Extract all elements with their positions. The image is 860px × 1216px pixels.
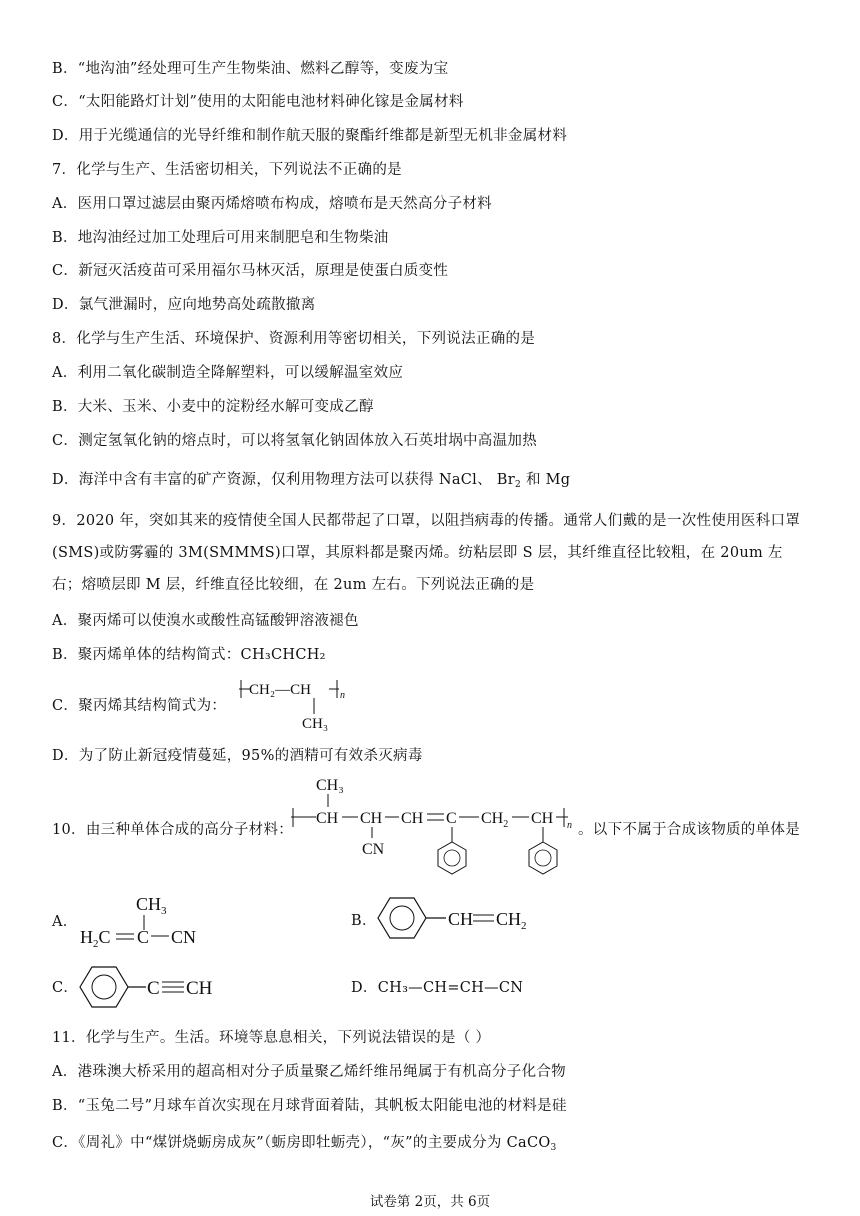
q10-option-c-label: C． xyxy=(52,980,79,996)
q10-option-b-label: B． xyxy=(351,913,377,929)
poly-ch-1: CH xyxy=(316,810,339,827)
q11-option-b: B．“玉兔二号”月球车首次实现在月球背面着陆，其帆板太阳能电池的材料是硅 xyxy=(52,1098,567,1114)
q11-option-c-subscript: 3 xyxy=(550,1143,557,1153)
option-a-cn: CN xyxy=(171,927,197,947)
pp-chain-text: CH₂—CH xyxy=(249,682,311,698)
q10-option-b-structure xyxy=(378,893,548,943)
poly-ch2b-ch: CH xyxy=(481,810,504,827)
q9-option-a: A．聚丙烯可以使溴水或酸性高锰酸钾溶液褪色 xyxy=(52,613,359,629)
poly-ch-4: CH xyxy=(531,810,554,827)
q7-option-a: A．医用口罩过滤层由聚丙烯熔喷布构成，熔喷布是天然高分子材料 xyxy=(52,196,492,212)
option-a-c: C xyxy=(137,927,150,947)
poly-n: n xyxy=(567,820,572,831)
pp-n: n xyxy=(340,690,345,701)
poly-ch-3: CH xyxy=(401,810,424,827)
option-b-ch2-sub: 2 xyxy=(521,920,527,932)
poly-c: C xyxy=(446,810,457,827)
q10-stem-pre: 10．由三种单体合成的高分子材料： xyxy=(52,822,294,838)
page-footer: 试卷第 2页，共 6页 xyxy=(369,1194,491,1210)
option-a-h2c-c: C xyxy=(98,927,111,947)
poly-ch2b xyxy=(481,810,508,830)
q8-option-d-text: D．海洋中含有丰富的矿产资源，仅利用物理方法可以获得 NaCl、 Br xyxy=(52,472,515,488)
q6-option-c: C．“太阳能路灯计划”使用的太阳能电池材料砷化镓是金属材料 xyxy=(52,94,464,110)
q8-option-d-subscript: 2 xyxy=(515,480,522,490)
q7-option-c: C．新冠灭活疫苗可采用福尔马林灭活，原理是使蛋白质变性 xyxy=(52,263,449,279)
q9-option-b: B．聚丙烯单体的结构简式：CH₃CHCH₂ xyxy=(52,647,326,663)
option-a-h2c-sub: 2 xyxy=(93,938,99,950)
polypropylene-structure xyxy=(238,676,348,736)
q7-option-d: D．氯气泄漏时，应向地势高处疏散撤离 xyxy=(52,297,316,313)
q10-stem xyxy=(52,821,293,839)
q8-option-b: B．大米、玉米、小麦中的淀粉经水解可变成乙醇 xyxy=(52,399,374,415)
option-b-ch2-ch: CH xyxy=(496,909,522,929)
q10-option-c-structure xyxy=(80,962,230,1012)
q8-option-c: C．测定氢氧化钠的熔点时，可以将氢氧化钠固体放入石英坩埚中高温加热 xyxy=(52,433,537,449)
pp-branch-text: CH₃ xyxy=(302,716,329,732)
q10-polymer-structure xyxy=(286,770,578,882)
q11-option-c-text: C．《周礼》中“煤饼烧蛎房成灰”（蛎房即牡蛎壳），“灰”的主要成分为 CaCO xyxy=(52,1135,551,1151)
option-a-h2c xyxy=(80,927,111,950)
option-b-ch2 xyxy=(496,909,527,932)
q6-option-b: B．“地沟油”经处理可生产生物柴油、燃料乙醇等，变废为宝 xyxy=(52,61,449,77)
q8-option-d xyxy=(52,471,570,494)
q8-option-a: A．利用二氧化碳制造全降解塑料，可以缓解温室效应 xyxy=(52,365,404,381)
option-c-c: C xyxy=(147,978,160,999)
q8-stem: 8．化学与生产生活、环境保护、资源利用等密切相关，下列说法正确的是 xyxy=(52,331,536,347)
q11-option-a: A．港珠澳大桥采用的超高相对分子质量聚乙烯纤维吊绳属于有机高分子化合物 xyxy=(52,1064,566,1080)
q7-option-b: B．地沟油经过加工处理后可用来制肥皂和生物柴油 xyxy=(52,230,389,246)
q10-option-d: D．CH₃—CH=CH—CN xyxy=(351,980,524,996)
q8-option-d-tail: 和 Mg xyxy=(521,472,571,488)
poly-ch2b-sub: 2 xyxy=(503,819,509,830)
option-a-ch3-ch: CH xyxy=(136,894,162,914)
q9-stem: 9．2020 年，突如其来的疫情使全国人民都带起了口罩，以阻挡病毒的传播。通常人们戴的是一次性使用医科口罩(SMS)或防雾霾的 3M(SMMMS)口罩，其原料都是聚丙烯。纺粘层即 S 层，其纤维直径比较粗，在 20um 左右；熔喷层即 M 层，纤维直径比较细，在 2um 左右。下列说法正确的是 xyxy=(52,513,801,593)
option-a-ch3 xyxy=(136,894,167,917)
q11-stem: 11．化学与生产。生活。环境等息息相关，下列说法错误的是（ ） xyxy=(52,1030,491,1046)
option-a-h2c-h: H xyxy=(80,927,93,947)
option-c-ch: CH xyxy=(186,978,213,999)
option-b-ch: CH xyxy=(448,909,474,929)
q10-stem-post: 。以下不属于合成该物质的单体是 xyxy=(578,822,800,838)
poly-cn: CN xyxy=(362,841,385,858)
q10-option-a-label: A． xyxy=(52,914,78,930)
q9-option-c: C．聚丙烯其结构简式为： xyxy=(52,698,227,714)
q9-option-d: D．为了防止新冠疫情蔓延，95%的酒精可有效杀灭病毒 xyxy=(52,748,423,764)
option-a-ch3-sub: 3 xyxy=(161,905,167,917)
q7-stem: 7．化学与生产、生活密切相关，下列说法不正确的是 xyxy=(52,162,402,178)
q6-option-d: D．用于光缆通信的光导纤维和制作航天服的聚酯纤维都是新型无机非金属材料 xyxy=(52,128,568,144)
poly-ch-2: CH xyxy=(360,810,383,827)
q11-option-c xyxy=(52,1134,557,1157)
q10-option-a-structure xyxy=(78,888,208,950)
poly-methyl: CH₃ xyxy=(316,777,344,794)
